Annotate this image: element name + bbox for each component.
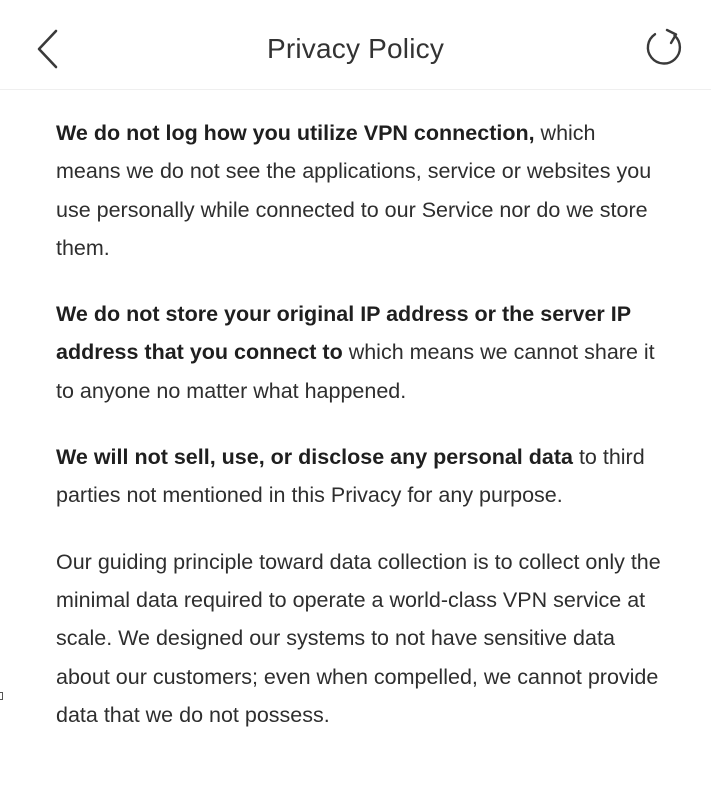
page-title: Privacy Policy <box>266 33 445 64</box>
refresh-button[interactable] <box>639 22 689 74</box>
policy-content <box>56 114 666 762</box>
paragraph-emphasis: We do not store your original IP address or the server IP address that you connect to <box>56 302 631 365</box>
refresh-icon <box>642 26 686 70</box>
policy-paragraph <box>56 114 666 267</box>
paragraph-text: which means we cannot share it to anyone no matter what happened. <box>56 340 655 403</box>
paragraph-text: Our guiding principle toward data collection is to collect only the minimal data required to operate a world-class VPN service at scale. We designed our systems to not have sensitive data about our customers; even when compelled, we cannot provide data that we do not possess. <box>56 549 661 727</box>
paragraph-emphasis: We do not log how you utilize VPN connection, <box>56 121 535 145</box>
top-navigation-bar <box>0 0 711 90</box>
edge-marker <box>0 692 3 700</box>
paragraph-text: which means we do not see the applications, service or websites you use personally while connected to our Service nor do we store them. <box>56 121 652 260</box>
paragraph-text: to third parties not mentioned in this Privacy for any purpose. <box>56 445 645 508</box>
paragraph-emphasis: We will not sell, use, or disclose any personal data <box>56 445 573 470</box>
policy-paragraph <box>56 295 666 410</box>
policy-paragraph <box>56 543 666 734</box>
policy-paragraph <box>56 438 666 515</box>
